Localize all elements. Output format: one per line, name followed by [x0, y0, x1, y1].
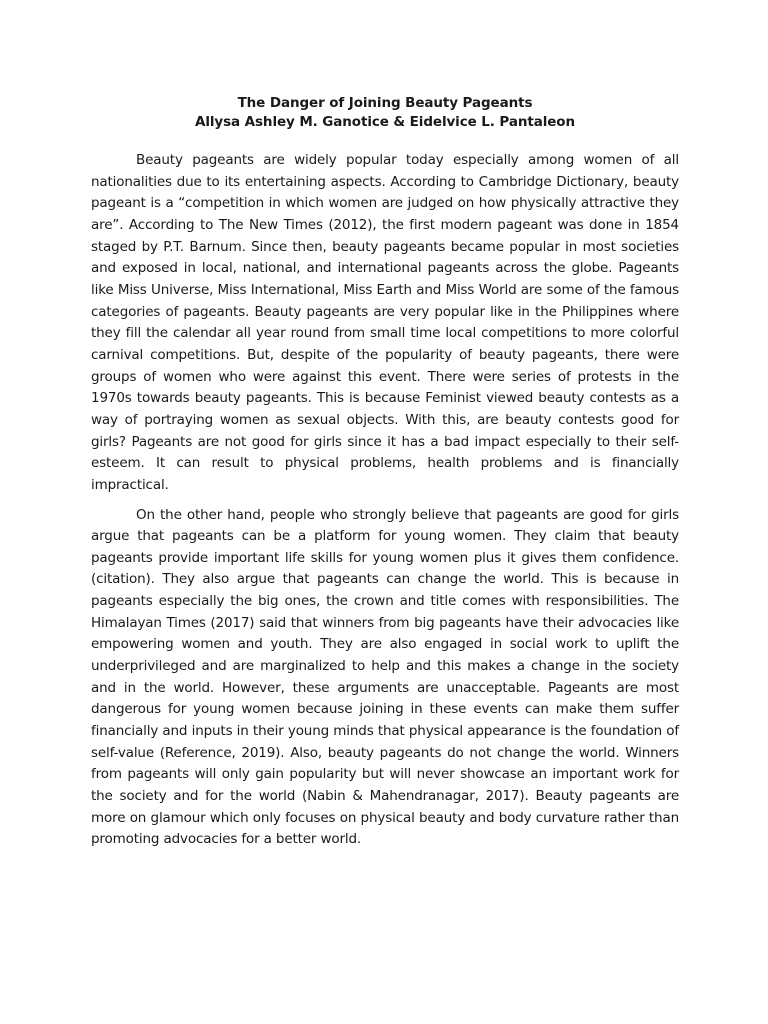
paragraph: Beauty pageants are widely popular today especially among women of all nationalities due to its entertaining aspects. According to Cambridge Dictionary, beauty pageant is a “competition in which women are judged on how physically attractive they are”. According to The New Times (2012), the first modern pageant was done in 1854 staged by P.T. Barnum. Since then, beauty pageants became popular in most societies and exposed in local, national, and international pageants across the globe. Pageants like Miss Universe, Miss International, Miss Earth and Miss World are some of the famous categories of pageants. Beauty pageants are very popular like in the Philippines where they fill the calendar all year round from small time local competitions to more colorful carnival competitions. But, despite of the popularity of beauty pageants, there were groups of women who were against this event. There were series of protests in the 1970s towards beauty pageants. This is because Feminist viewed beauty contests as a way of portraying women as sexual objects. With this, are beauty contests good for girls? Pageants are not good for girls since it has a bad impact especially to their self-esteem. It can result to physical problems, health problems and is financially impractical.	[91, 152, 679, 493]
document-body	[91, 150, 679, 859]
paragraph: On the other hand, people who strongly believe that pageants are good for girls argue that pageants can be a platform for young women. They claim that beauty pageants provide important life skills for young women plus it gives them confidence. (citation). They also argue that pageants can change the world. This is because in pageants especially the big ones, the crown and title comes with responsibilities. The Himalayan Times (2017) said that winners from big pageants have their advocacies like empowering women and youth. They are also engaged in social work to uplift the underprivileged and are marginalized to help and this makes a change in the society and in the world. However, these arguments are unacceptable. Pageants are most dangerous for young women because joining in these events can make them suffer financially and inputs in their young minds that physical appearance is the foundation of self-value (Reference, 2019). Also, beauty pageants do not change the world. Winners from pageants will only gain popularity but will never showcase an important work for the society and for the world (Nabin & Mahendranagar, 2017). Beauty pageants are more on glamour which only focuses on physical beauty and body curvature rather than promoting advocacies for a better world.	[91, 506, 679, 848]
document-header	[91, 94, 679, 132]
document-title: The Danger of Joining Beauty Pageants	[237, 95, 533, 111]
document-authors: Allysa Ashley M. Ganotice & Eidelvice L. Pantaleon	[195, 114, 575, 130]
